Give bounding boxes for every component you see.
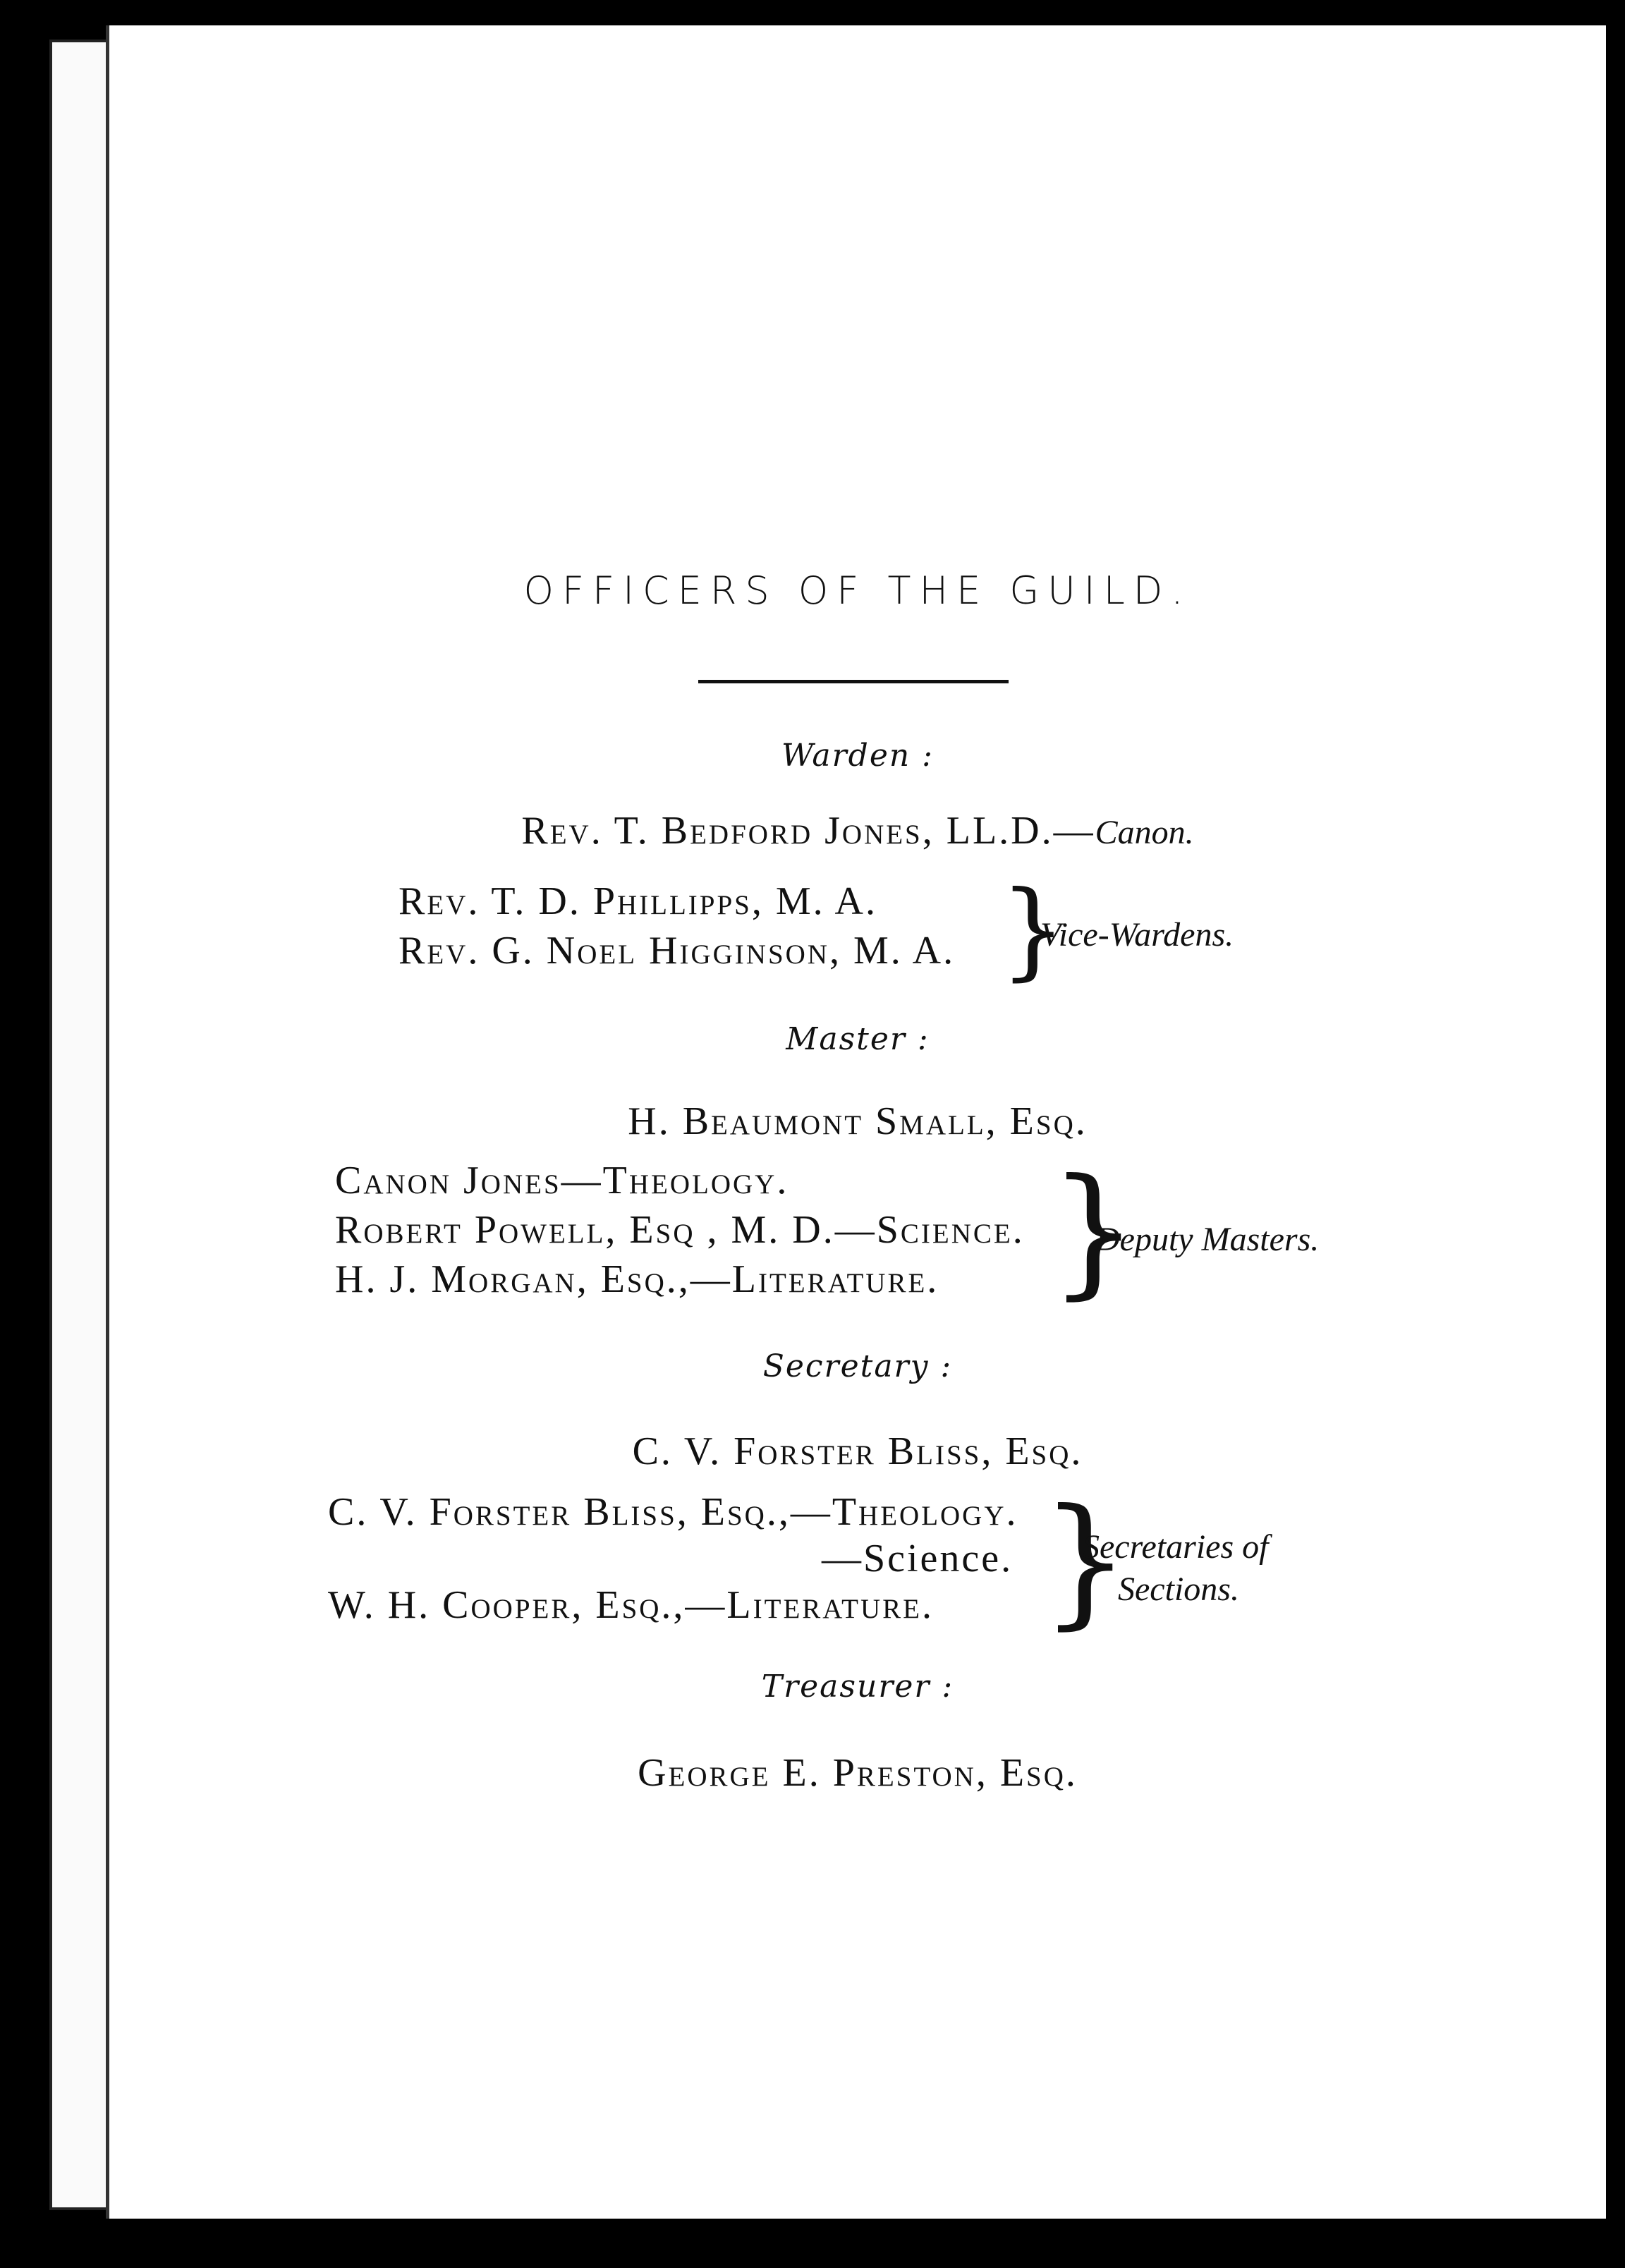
heading-rule [698,680,1009,683]
warden-name: Rev. T. Bedford Jones, LL.D.— [521,809,1095,853]
master-label: Master : [786,1021,930,1057]
section-secretary-2: —Science. [822,1537,1014,1580]
deputy-masters-role: Deputy Masters. [1095,1221,1320,1258]
deputy-masters-brace: } [1049,1149,1139,1313]
vice-warden-2: Rev. G. Noel Higginson, M. A. [398,929,956,973]
treasurer-label: Treasurer : [761,1669,954,1705]
secretary-name: C. V. Forster Bliss, Esq. [632,1429,1083,1473]
section-secretary-1: C. V. Forster Bliss, Esq.,—Theology. [328,1490,1018,1534]
master-name: H. Beaumont Small, Esq. [628,1099,1088,1143]
section-secretaries-brace: } [1040,1479,1131,1643]
deputy-master-2: Robert Powell, Esq , M. D.—Science. [335,1208,1025,1252]
warden-role: Canon. [1095,814,1194,851]
vice-wardens-role: Vice-Wardens. [1040,916,1234,953]
deputy-master-1: Canon Jones—Theology. [335,1159,789,1202]
document-page [106,25,1606,2219]
page-heading: OFFICERS OF THE GUILD. [523,568,1192,613]
section-secretaries-role-2: Sections. [1118,1571,1239,1608]
deputy-master-3: H. J. Morgan, Esq.,—Literature. [335,1257,939,1301]
vice-wardens-brace: } [999,869,1067,992]
treasurer-name: George E. Preston, Esq. [638,1751,1078,1795]
vice-warden-1: Rev. T. D. Phillipps, M. A. [398,879,877,923]
secretary-label: Secretary : [762,1348,953,1384]
section-secretaries-role-1: Secretaries of [1083,1528,1269,1566]
warden-line [109,808,1606,853]
section-secretary-3: W. H. Cooper, Esq.,—Literature. [328,1583,934,1627]
warden-label: Warden : [781,738,935,774]
